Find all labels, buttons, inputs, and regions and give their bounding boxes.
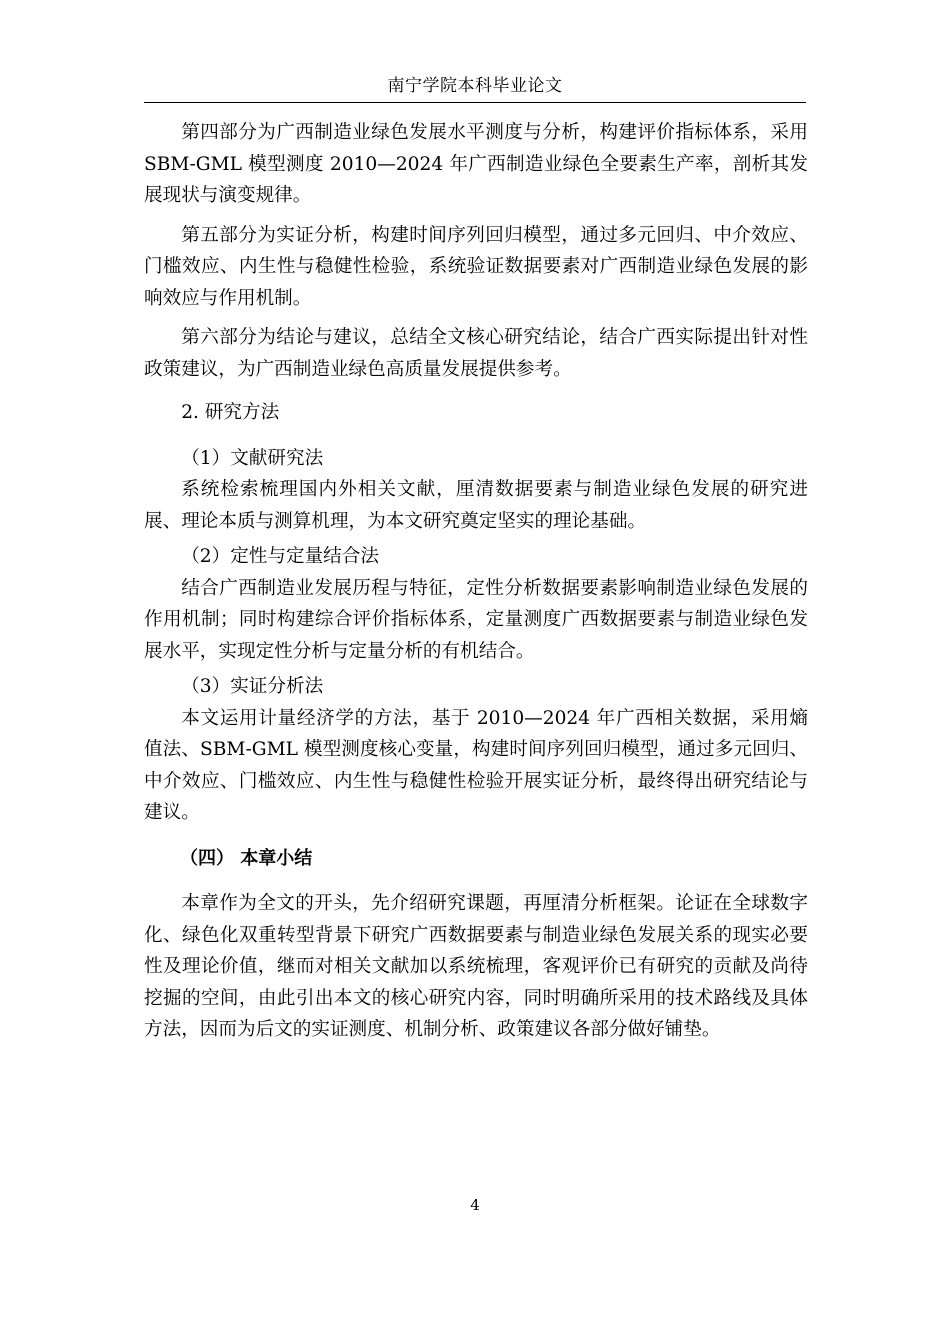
method-2-text: 结合广西制造业发展历程与特征，定性分析数据要素影响制造业绿色发展的作用机制；同时构建综合评价指标体系，定量测度广西数据要素与制造业绿色发展水平，实现定性分析与定量分析的有机结合。 bbox=[144, 577, 808, 662]
summary-text: 本章作为全文的开头，先介绍研究课题，再厘清分析框架。论证在全球数字化、绿色化双重转型背景下研究广西数据要素与制造业绿色发展关系的现实必要性及理论价值，继而对相关文献加以系统梳理，客观评价已有研究的贡献及尚待挖掘的空间，由此引出本文的核心研究内容，同时明确所采用的技术路线及具体方法，因而为后文的实证测度、机制分析、政策建议各部分做好铺垫。 bbox=[144, 893, 808, 1040]
page-body bbox=[144, 117, 808, 1046]
paragraph-part-four: 第四部分为广西制造业绿色发展水平测度与分析，构建评价指标体系，采用 SBM-GML 模型测度 2010—2024 年广西制造业绿色全要素生产率，剖析其发展现状与演变规律。 bbox=[144, 122, 808, 206]
method-3-text: 本文运用计量经济学的方法，基于 2010—2024 年广西相关数据，采用熵值法、SBM-GML 模型测度核心变量，构建时间序列回归模型，通过多元回归、中介效应、门槛效应、内生性与稳健性检验开展实证分析，最终得出研究结论与建议。 bbox=[144, 707, 808, 823]
paragraph-part-six: 第六部分为结论与建议，总结全文核心研究结论，结合广西实际提出针对性政策建议，为广西制造业绿色高质量发展提供参考。 bbox=[144, 327, 808, 380]
method-3-title: （3）实证分析法 bbox=[181, 676, 324, 697]
method-2-title: （2）定性与定量结合法 bbox=[181, 546, 379, 567]
paragraph-part-five: 第五部分为实证分析，构建时间序列回归模型，通过多元回归、中介效应、门槛效应、内生性与稳健性检验，系统验证数据要素对广西制造业绿色发展的影响效应与作用机制。 bbox=[144, 224, 808, 309]
page-header: 南宁学院本科毕业论文 bbox=[144, 70, 806, 103]
section-heading-summary: （四） 本章小结 bbox=[180, 847, 313, 869]
method-1-title: （1）文献研究法 bbox=[181, 447, 324, 469]
methods-heading: 2. 研究方法 bbox=[181, 402, 280, 423]
page-number: 4 bbox=[470, 1196, 480, 1214]
method-1-text: 系统检索梳理国内外相关文献，厘清数据要素与制造业绿色发展的研究进展、理论本质与测算机理，为本文研究奠定坚实的理论基础。 bbox=[144, 479, 808, 532]
